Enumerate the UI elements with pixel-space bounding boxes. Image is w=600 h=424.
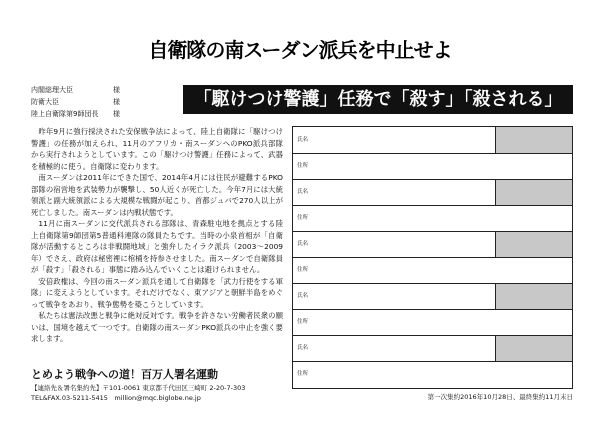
addressee-name: 陸上自衛隊第9師団長 xyxy=(31,110,99,118)
signature-address-label: 住所 xyxy=(297,215,309,221)
addressee-row xyxy=(31,108,151,120)
signature-cell-divider xyxy=(495,283,496,309)
addressee-name: 内閣総理大臣 xyxy=(31,86,73,94)
signature-shaded-cell xyxy=(495,335,572,361)
signature-shaded-cell xyxy=(495,283,572,309)
body-paragraph: 昨年9月に強行採決された安保戦争法によって、陸上自衛隊に「駆けつけ警護」の任務が加えられ、11月のアフリカ・南スーダンへのPKO派兵部隊から実行されようとしています。この「駆けつけ警護」任務によって、武器を積極的に使う。自衛隊に変わります。 xyxy=(31,127,283,171)
addressee-name: 防衛大臣 xyxy=(31,98,59,106)
collection-deadline: 第一次集約2016年10月28日、最終集約11月末日 xyxy=(427,393,573,401)
signature-name-label: 氏名 xyxy=(297,137,309,143)
body-paragraph: 私たちは憲法改悪と戦争に絶対反対です。戦争を許さない労働者民衆の願いは、国境を越えて一つです。自衛隊の南スーダンPKO派兵の中止を強く要求します。 xyxy=(31,311,283,343)
signature-mid-line xyxy=(293,361,572,362)
signature-table xyxy=(292,126,573,389)
body-paragraph: 南スーダンは2011年にできた国で、2014年4月には住民が避難するPKO部隊の宿営地を武装勢力が襲撃し、50人近くが死亡した。今年7月には大統領派と副大統領派による大規模な戦闘が起こり、首都ジュバで270人以上が死亡しました。南スーダンは内戦状態です。 xyxy=(31,173,283,217)
signature-cell-divider xyxy=(495,179,496,205)
signature-name-label: 氏名 xyxy=(297,189,309,195)
petition-body xyxy=(31,126,283,345)
headline-banner: 「駆けつけ警護」任務で「殺す」「殺される」 xyxy=(183,85,573,114)
signature-mid-line xyxy=(293,205,572,206)
addressee-honorific: 様 xyxy=(113,110,120,118)
signature-row-separator xyxy=(293,283,572,284)
signature-shaded-cell xyxy=(495,179,572,205)
addressee-honorific: 様 xyxy=(113,86,120,94)
body-paragraph: 安倍政権は、今回の南スーダン派兵を通して自衛隊を「武力行使をする軍隊」に変えようとしています。それだけでなく、東アジアと朝鮮半島をめぐって戦争をあおり、戦争態勢を築こうとしています。 xyxy=(31,276,283,309)
signature-cell-divider xyxy=(495,335,496,361)
signature-name-label: 氏名 xyxy=(297,293,309,299)
signature-row xyxy=(293,179,572,231)
addressee-row xyxy=(31,96,151,108)
addressee-honorific: 様 xyxy=(113,98,120,106)
signature-cell-divider xyxy=(495,231,496,257)
signature-shaded-cell xyxy=(495,127,572,153)
signature-name-label: 氏名 xyxy=(297,241,309,247)
contact-phone-email: TEL&FAX.03-5211-5415 million@mqc.biglobe.ne.jp xyxy=(31,394,201,402)
signature-row xyxy=(293,127,572,179)
addressee-row xyxy=(31,84,151,96)
signature-address-label: 住所 xyxy=(297,319,309,325)
signature-address-label: 住所 xyxy=(297,267,309,273)
signature-row xyxy=(293,335,572,387)
signature-address-label: 住所 xyxy=(297,163,309,169)
signature-row-separator xyxy=(293,231,572,232)
signature-mid-line xyxy=(293,309,572,310)
signature-row xyxy=(293,283,572,335)
signature-name-label: 氏名 xyxy=(297,345,309,351)
signature-row-separator xyxy=(293,179,572,180)
signature-row-separator xyxy=(293,335,572,336)
signature-mid-line xyxy=(293,153,572,154)
body-paragraph: 11月に南スーダンに交代派兵される部隊は、青森駐屯地を拠点とする陸上自衛隊第9師団第5普通科連隊の隊員たちです。当時の小泉首相が「自衛隊が活動するところは非戦闘地域」と強弁したイラク派兵（2003～2009年）でさえ、政府は秘密裡に棺桶を持参させました。南スーダンで自衛隊員が「殺す」「殺される」事態に踏み込んでいくことは避けられません。 xyxy=(31,219,283,274)
page-title: 自衛隊の南スーダン派兵を中止せよ xyxy=(148,38,452,62)
signature-row xyxy=(293,231,572,283)
campaign-name: とめよう戦争への道！百万人署名運動 xyxy=(31,368,218,381)
signature-shaded-cell xyxy=(495,231,572,257)
signature-cell-divider xyxy=(495,127,496,153)
contact-address: 【連絡先＆署名集約先】〒101-0061 東京都千代田区三崎町 2-20-7-303 xyxy=(31,384,246,392)
addressee-list xyxy=(31,84,151,120)
signature-address-label: 住所 xyxy=(297,371,309,377)
signature-mid-line xyxy=(293,257,572,258)
